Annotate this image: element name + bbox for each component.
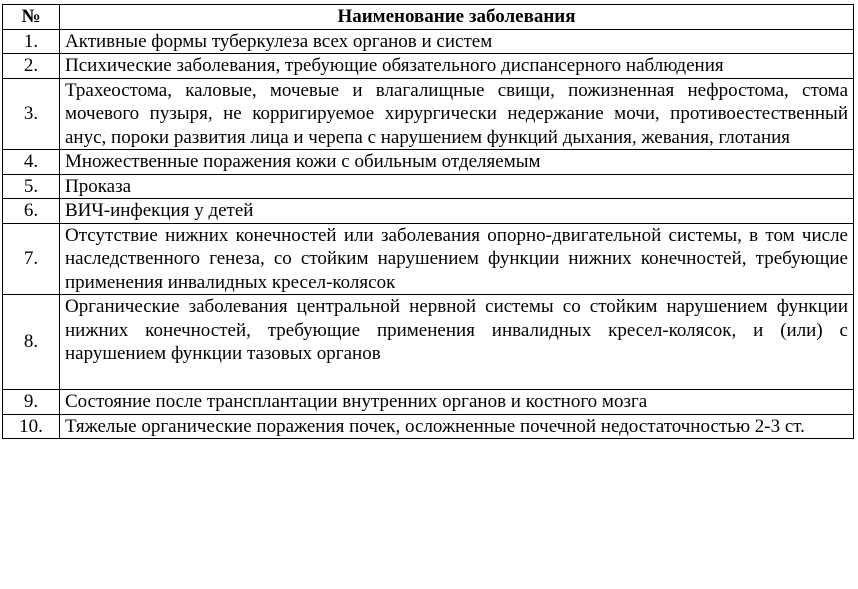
table-row — [3, 174, 854, 199]
disease-name: ВИЧ-инфекция у детей — [60, 199, 854, 224]
diseases-table — [2, 4, 854, 439]
table-row — [3, 223, 854, 295]
row-number: 6. — [3, 199, 60, 224]
disease-name: Органические заболевания центральной нервной системы со стойким нарушением функции нижних конечностей, требующие применения инвалидных кресел-колясок, и (или) с нарушением функции тазовых органов — [60, 295, 854, 390]
table-row — [3, 199, 854, 224]
table-row — [3, 54, 854, 79]
row-number: 5. — [3, 174, 60, 199]
disease-name: Трахеостома, каловые, мочевые и влагалищные свищи, пожизненная нефростома, стома мочевого пузыря, не корригируемое хирургически недержание мочи, противоестественный анус, пороки развития лица и черепа с нарушением функций дыхания, жевания, глотания — [60, 78, 854, 150]
row-number: 7. — [3, 223, 60, 295]
table-row — [3, 29, 854, 54]
row-number: 4. — [3, 150, 60, 175]
table-row — [3, 390, 854, 415]
row-number: 8. — [3, 295, 60, 390]
row-number: 10. — [3, 414, 60, 439]
header-disease-name: Наименование заболевания — [60, 5, 854, 30]
disease-name: Отсутствие нижних конечностей или заболевания опорно-двигательной системы, в том числе наследственного генеза, со стойким нарушением функции нижних конечностей, требующие применения инвалидных кресел-колясок — [60, 223, 854, 295]
table-row — [3, 150, 854, 175]
disease-name: Тяжелые органические поражения почек, осложненные почечной недостаточностью 2-3 ст. — [60, 414, 854, 439]
row-number: 2. — [3, 54, 60, 79]
row-number: 1. — [3, 29, 60, 54]
row-number: 3. — [3, 78, 60, 150]
table-row — [3, 414, 854, 439]
header-number: № — [3, 5, 60, 30]
table-row — [3, 295, 854, 390]
table-row — [3, 78, 854, 150]
disease-name: Состояние после трансплантации внутренних органов и костного мозга — [60, 390, 854, 415]
row-number: 9. — [3, 390, 60, 415]
header-row — [3, 5, 854, 30]
disease-name: Множественные поражения кожи с обильным отделяемым — [60, 150, 854, 175]
disease-name: Психические заболевания, требующие обязательного диспансерного наблюдения — [60, 54, 854, 79]
disease-name: Активные формы туберкулеза всех органов и систем — [60, 29, 854, 54]
disease-name: Проказа — [60, 174, 854, 199]
